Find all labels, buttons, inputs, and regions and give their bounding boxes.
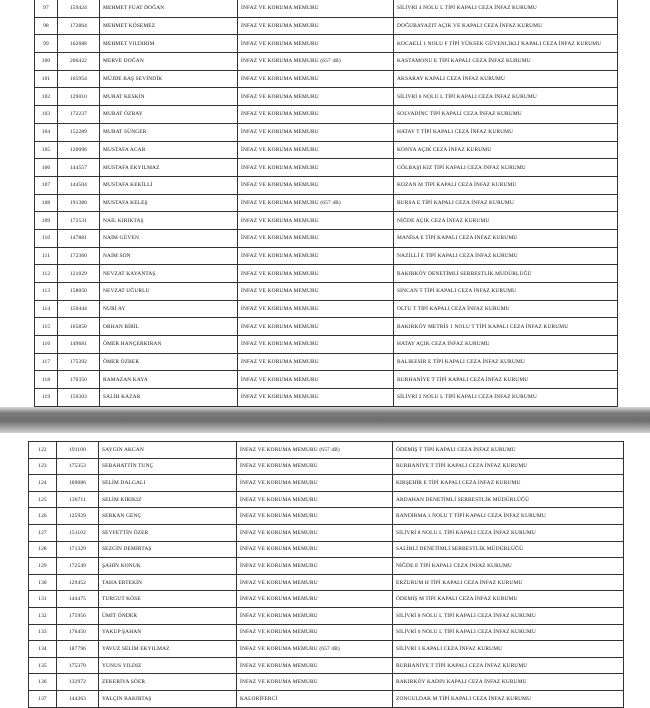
institution-cell: BANDIRMA 1 NOLU T TİPİ KAPALI CEZA İNFAZ KURUMU [393,508,624,525]
full-name-cell: TAHA ERTEKİN [99,574,237,591]
full-name-cell: MEHMET YILDIRIM [100,35,238,53]
institution-cell: GÖLBAŞI KIZ TİPİ KAPALI CEZA İNFAZ KURUMU [394,159,618,177]
row-number-cell: 110 [35,229,58,247]
full-name-cell: YAKUP ŞAHAN [99,624,237,641]
row-number-cell: 103 [35,106,58,124]
job-title-cell: KALORİFERCİ [237,690,393,707]
table-row [35,265,618,283]
institution-cell: SALİHLİ DENETİMLİ SERBESTLİK MÜDÜRLÜĞÜ [393,541,624,558]
registry-number-cell: 151102 [57,524,99,541]
registry-number-cell: 175370 [57,657,99,674]
full-name-cell: SEYFETTİN ÖZER [99,524,237,541]
job-title-cell: İNFAZ VE KORUMA MEMURU [237,541,393,558]
table-row [29,558,624,575]
row-number-cell: 132 [29,607,57,624]
registry-number-cell: 132972 [57,674,99,691]
row-number-cell: 97 [35,0,58,17]
job-title-cell: İNFAZ VE KORUMA MEMURU [238,212,394,230]
table-row [35,300,618,318]
registry-number-cell: 149681 [58,336,100,354]
table-row [35,106,618,124]
registry-number-cell: 152289 [58,123,100,141]
full-name-cell: NAİM GÜVEN [100,229,238,247]
table-row [29,674,624,691]
page-divider [0,407,650,433]
institution-cell: DOĞUBAYAZIT AÇIK VE KAPALI CEZA İNFAZ KURUMU [394,17,618,35]
institution-cell: ÖDEMİŞ T TİPİ KAPALI CEZA İNFAZ KURUMU [393,442,624,459]
job-title-cell: İNFAZ VE KORUMA MEMURU (657 4B) [238,53,394,71]
row-number-cell: 135 [29,657,57,674]
row-number-cell: 129 [29,558,57,575]
registry-number-cell: 171329 [57,541,99,558]
full-name-cell: MEHMET FUAT DOĞAN [100,0,238,17]
full-name-cell: NAİM SON [100,247,238,265]
row-number-cell: 127 [29,524,57,541]
table-row [35,336,618,354]
table-row [29,607,624,624]
table-row [29,541,624,558]
full-name-cell: YALÇIN BAKIRTAŞ [99,690,237,707]
job-title-cell: İNFAZ VE KORUMA MEMURU [237,591,393,608]
registry-number-cell: 165850 [58,318,100,336]
table-row [35,17,618,35]
institution-cell: HATAY T TİPİ KAPALI CEZA İNFAZ KURUMU [394,123,618,141]
full-name-cell: MERVE DOĞAN [100,53,238,71]
registry-number-cell: 172237 [58,106,100,124]
institution-cell: KOZAN M TİPİ KAPALI CEZA İNFAZ KURUMU [394,176,618,194]
table-row [29,524,624,541]
registry-number-cell: 147881 [58,229,100,247]
table-row [35,0,618,17]
table-row [35,371,618,389]
table-row [29,641,624,658]
row-number-cell: 125 [29,491,57,508]
institution-cell: SİLİVRİ 6 NOLU L TİPİ KAPALI CEZA İNFAZ KURUMU [393,624,624,641]
full-name-cell: NEVZAT UĞURLU [100,283,238,301]
full-name-cell: ŞAHİN KONUK [99,558,237,575]
row-number-cell: 113 [35,283,58,301]
full-name-cell: MURAT ÖZBAY [100,106,238,124]
row-number-cell: 114 [35,300,58,318]
row-number-cell: 118 [35,371,58,389]
row-number-cell: 126 [29,508,57,525]
job-title-cell: İNFAZ VE KORUMA MEMURU [238,141,394,159]
registry-number-cell: 150303 [58,389,100,407]
table-row [35,88,618,106]
job-title-cell: İNFAZ VE KORUMA MEMURU [238,88,394,106]
institution-cell: BURHANİYE T TİPİ KAPALI CEZA İNFAZ KURUMU [393,458,624,475]
institution-cell: OLTU T TİPİ KAPALI CEZA İNFAZ KURUMU [394,300,618,318]
job-title-cell: İNFAZ VE KORUMA MEMURU [238,35,394,53]
job-title-cell: İNFAZ VE KORUMA MEMURU [238,336,394,354]
registry-number-cell: 172360 [58,247,100,265]
table-row [35,123,618,141]
full-name-cell: ORHAN BİRİL [100,318,238,336]
institution-cell: NİĞDE AÇIK CEZA İNFAZ KURUMU [394,212,618,230]
row-number-cell: 136 [29,674,57,691]
row-number-cell: 106 [35,159,58,177]
institution-cell: SİLİVRİ 2 NOLU L TİPİ KAPALI CEZA İNFAZ KURUMU [394,389,618,407]
job-title-cell: İNFAZ VE KORUMA MEMURU [238,159,394,177]
row-number-cell: 105 [35,141,58,159]
institution-cell: SİLİVRİ 6 NOLU L TİPİ KAPALI CEZA İNFAZ KURUMU [394,88,618,106]
row-number-cell: 123 [29,458,57,475]
row-number-cell: 107 [35,176,58,194]
job-title-cell: İNFAZ VE KORUMA MEMURU [237,558,393,575]
registry-number-cell: 125929 [57,508,99,525]
job-title-cell: İNFAZ VE KORUMA MEMURU [237,491,393,508]
table-row [29,574,624,591]
institution-cell: KIRŞEHİR E TİPİ KAPALI CEZA İNFAZ KURUMU [393,475,624,492]
institution-cell: SOLVADİNC TİPİ KAPALI CEZA İNFAZ KURUMU [394,106,618,124]
row-number-cell: 111 [35,247,58,265]
full-name-cell: SELİM KIRIKIZ [99,491,237,508]
job-title-cell: İNFAZ VE KORUMA MEMURU [237,508,393,525]
full-name-cell: SALİH KAZAR [100,389,238,407]
institution-cell: ÖDEMİŞ M TİPİ KAPALI CEZA İNFAZ KURUMU [393,591,624,608]
row-number-cell: 99 [35,35,58,53]
table-row [29,690,624,707]
institution-cell: KASTAMONU E TİPİ KAPALI CEZA İNFAZ KURUMU [394,53,618,71]
institution-cell: HATAY AÇIK CEZA İNFAZ KURUMU [394,336,618,354]
registry-number-cell: 175353 [57,458,99,475]
institution-cell: BAKIRKÖY KADIN KAPALI CEZA İNFAZ KURUMU [393,674,624,691]
job-title-cell: İNFAZ VE KORUMA MEMURU [237,607,393,624]
registry-number-cell: 150444 [58,300,100,318]
table-row [35,70,618,88]
registry-number-cell: 120096 [58,141,100,159]
institution-cell: MANİSA E TİPİ KAPALI CEZA İNFAZ KURUMU [394,229,618,247]
row-number-cell: 128 [29,541,57,558]
row-number-cell: 133 [29,624,57,641]
table-row [29,591,624,608]
institution-cell: NİĞDE E TİPİ KAPALI CEZA İNFAZ KURUMU [393,558,624,575]
full-name-cell: ZEKERİYA SÖER [99,674,237,691]
row-number-cell: 115 [35,318,58,336]
full-name-cell: YUNUS YILDIZ [99,657,237,674]
job-title-cell: İNFAZ VE KORUMA MEMURU [237,657,393,674]
registry-number-cell: 206422 [58,53,100,71]
job-title-cell: İNFAZ VE KORUMA MEMURU (657 4B) [238,194,394,212]
table-row [35,35,618,53]
institution-cell: BAKIRKÖY METRİS 1 NOLU T TİPİ KAPALI CEZA İNFAZ KURUMU [394,318,618,336]
registry-number-cell: 172864 [58,17,100,35]
institution-cell: SİLİVRİ 3 KAPALI CEZA İNFAZ KURUMU [393,641,624,658]
full-name-cell: SAYGIN AKCAN [99,442,237,459]
registry-number-cell: 169086 [57,475,99,492]
table-row [29,657,624,674]
table-row [35,229,618,247]
registry-number-cell: 144557 [58,159,100,177]
institution-cell: SİLİVRİ 8 NOLU L TİPİ KAPALI CEZA İNFAZ KURUMU [393,607,624,624]
full-name-cell: YAVUZ SELİM EKYILMAZ [99,641,237,658]
job-title-cell: İNFAZ VE KORUMA MEMURU [238,17,394,35]
institution-cell: SİLİVRİ 4 NOLU L TİPİ KAPALI CEZA İNFAZ KURUMU [394,0,618,17]
job-title-cell: İNFAZ VE KORUMA MEMURU [238,123,394,141]
full-name-cell: MUSTAFA KELEŞ [100,194,238,212]
row-number-cell: 109 [35,212,58,230]
full-name-cell: SERKAN GENÇ [99,508,237,525]
registry-number-cell: 172531 [58,212,100,230]
full-name-cell: SEZGİN DEMİRTAŞ [99,541,237,558]
registry-number-cell: 172549 [57,558,99,575]
row-number-cell: 117 [35,353,58,371]
registry-number-cell: 175392 [58,353,100,371]
job-title-cell: İNFAZ VE KORUMA MEMURU [238,318,394,336]
registry-number-cell: 165954 [58,70,100,88]
table-row [35,353,618,371]
registry-number-cell: 191380 [58,194,100,212]
table-row [35,283,618,301]
job-title-cell: İNFAZ VE KORUMA MEMURU [238,106,394,124]
institution-cell: KONYA AÇIK CEZA İNFAZ KURUMU [394,141,618,159]
institution-cell: ZONGULDAK M TİPİ KAPALI CEZA İNFAZ KURUMU [393,690,624,707]
institution-cell: BURHANİYE T TİPİ KAPALI CEZA İNFAZ KURUMU [393,657,624,674]
row-number-cell: 116 [35,336,58,354]
full-name-cell: RAMAZAN KAYA [100,371,238,389]
job-title-cell: İNFAZ VE KORUMA MEMURU [238,389,394,407]
registry-number-cell: 144363 [57,690,99,707]
row-number-cell: 100 [35,53,58,71]
job-title-cell: İNFAZ VE KORUMA MEMURU [238,371,394,389]
job-title-cell: İNFAZ VE KORUMA MEMURU [237,624,393,641]
full-name-cell: TURGUT KÖSE [99,591,237,608]
institution-cell: ARDAHAN DENETİMLİ SERBESTLİK MÜDÜRLÜĞÜ [393,491,624,508]
full-name-cell: MUSTAFA EKYILMAZ [100,159,238,177]
table-row [29,508,624,525]
job-title-cell: İNFAZ VE KORUMA MEMURU [238,247,394,265]
document-page-2 [0,433,650,702]
institution-cell: NAZİLLİ E TİPİ KAPALI CEZA İNFAZ KURUMU [394,247,618,265]
full-name-cell: NURİ AY [100,300,238,318]
registry-number-cell: 144504 [58,176,100,194]
row-number-cell: 131 [29,591,57,608]
full-name-cell: NEVZAT KAYANTAŞ [100,265,238,283]
job-title-cell: İNFAZ VE KORUMA MEMURU (657 4B) [237,442,393,459]
table-row [35,53,618,71]
row-number-cell: 119 [35,389,58,407]
full-name-cell: MURAT SÜNGER [100,123,238,141]
table-row [35,176,618,194]
job-title-cell: İNFAZ VE KORUMA MEMURU [238,176,394,194]
table-row [35,318,618,336]
table-row [35,389,618,407]
table-row [29,491,624,508]
registry-number-cell: 187796 [57,641,99,658]
row-number-cell: 130 [29,574,57,591]
full-name-cell: SEBAHATTİN TUNÇ [99,458,237,475]
registry-number-cell: 175956 [57,607,99,624]
registry-number-cell: 176450 [57,624,99,641]
job-title-cell: İNFAZ VE KORUMA MEMURU [238,265,394,283]
row-number-cell: 122 [29,442,57,459]
personnel-table-2 [28,441,624,708]
institution-cell: KOCAELİ 1 NOLU F TİPİ YÜKSEK GÜVENLİKLİ KAPALI CEZA İNFAZ KURUMU [394,35,618,53]
full-name-cell: MÜJDE BAŞ SEVİNDİK [100,70,238,88]
full-name-cell: MURAT KESKİN [100,88,238,106]
full-name-cell: ÖMER ÖZBEK [100,353,238,371]
row-number-cell: 98 [35,17,58,35]
job-title-cell: İNFAZ VE KORUMA MEMURU [238,0,394,17]
row-number-cell: 104 [35,123,58,141]
institution-cell: BALIKESİR E TİPİ KAPALI CEZA İNFAZ KURUMU [394,353,618,371]
personnel-table-1 [34,0,618,442]
job-title-cell: İNFAZ VE KORUMA MEMURU [238,229,394,247]
job-title-cell: İNFAZ VE KORUMA MEMURU (657 4B) [237,641,393,658]
job-title-cell: İNFAZ VE KORUMA MEMURU [237,574,393,591]
row-number-cell: 102 [35,88,58,106]
table-row [35,247,618,265]
institution-cell: BAKIRKÖY DENETİMLİ SERBESTLİK MÜDÜRLÜĞÜ [394,265,618,283]
job-title-cell: İNFAZ VE KORUMA MEMURU [237,524,393,541]
job-title-cell: İNFAZ VE KORUMA MEMURU [238,283,394,301]
table-row [35,159,618,177]
registry-number-cell: 121029 [58,265,100,283]
table-row [35,212,618,230]
full-name-cell: SELİM DALGALI [99,475,237,492]
registry-number-cell: 129452 [57,574,99,591]
table-row [35,194,618,212]
job-title-cell: İNFAZ VE KORUMA MEMURU [238,70,394,88]
job-title-cell: İNFAZ VE KORUMA MEMURU [237,458,393,475]
table-row [29,458,624,475]
row-number-cell: 108 [35,194,58,212]
table-row [29,624,624,641]
institution-cell: SİNCAN T TİPİ KAPALI CEZA İNFAZ KURUMU [394,283,618,301]
institution-cell: ERZURUM H TİPİ KAPALI CEZA İNFAZ KURUMU [393,574,624,591]
table-row [29,475,624,492]
row-number-cell: 112 [35,265,58,283]
row-number-cell: 137 [29,690,57,707]
full-name-cell: MUSTAFA KEKİLLİ [100,176,238,194]
full-name-cell: MUSTAFA ACAR [100,141,238,159]
full-name-cell: ÖMER HANÇERKIRAN [100,336,238,354]
row-number-cell: 124 [29,475,57,492]
full-name-cell: ÜMİT ÖNDER [99,607,237,624]
registry-number-cell: 129010 [58,88,100,106]
job-title-cell: İNFAZ VE KORUMA MEMURU [237,475,393,492]
table-row [29,442,624,459]
registry-number-cell: 136711 [57,491,99,508]
registry-number-cell: 191100 [57,442,99,459]
full-name-cell: NAİL KIRIKTAŞ [100,212,238,230]
table-row [35,141,618,159]
registry-number-cell: 162688 [58,35,100,53]
registry-number-cell: 158050 [58,283,100,301]
job-title-cell: İNFAZ VE KORUMA MEMURU [238,300,394,318]
institution-cell: AKSARAY KAPALI CEZA İNFAZ KURUMU [394,70,618,88]
row-number-cell: 101 [35,70,58,88]
job-title-cell: İNFAZ VE KORUMA MEMURU [238,353,394,371]
registry-number-cell: 144475 [57,591,99,608]
row-number-cell: 134 [29,641,57,658]
institution-cell: BURSA E TİPİ KAPALI CEZA İNFAZ KURUMU [394,194,618,212]
job-title-cell: İNFAZ VE KORUMA MEMURU [237,674,393,691]
registry-number-cell: 159424 [58,0,100,17]
full-name-cell: MEHMET KÖSEMEZ [100,17,238,35]
registry-number-cell: 170350 [58,371,100,389]
institution-cell: BURHANİYE T TİPİ KAPALI CEZA İNFAZ KURUMU [394,371,618,389]
institution-cell: SİLİVRİ 8 NOLU L TİPİ KAPALI CEZA İNFAZ KURUMU [393,524,624,541]
